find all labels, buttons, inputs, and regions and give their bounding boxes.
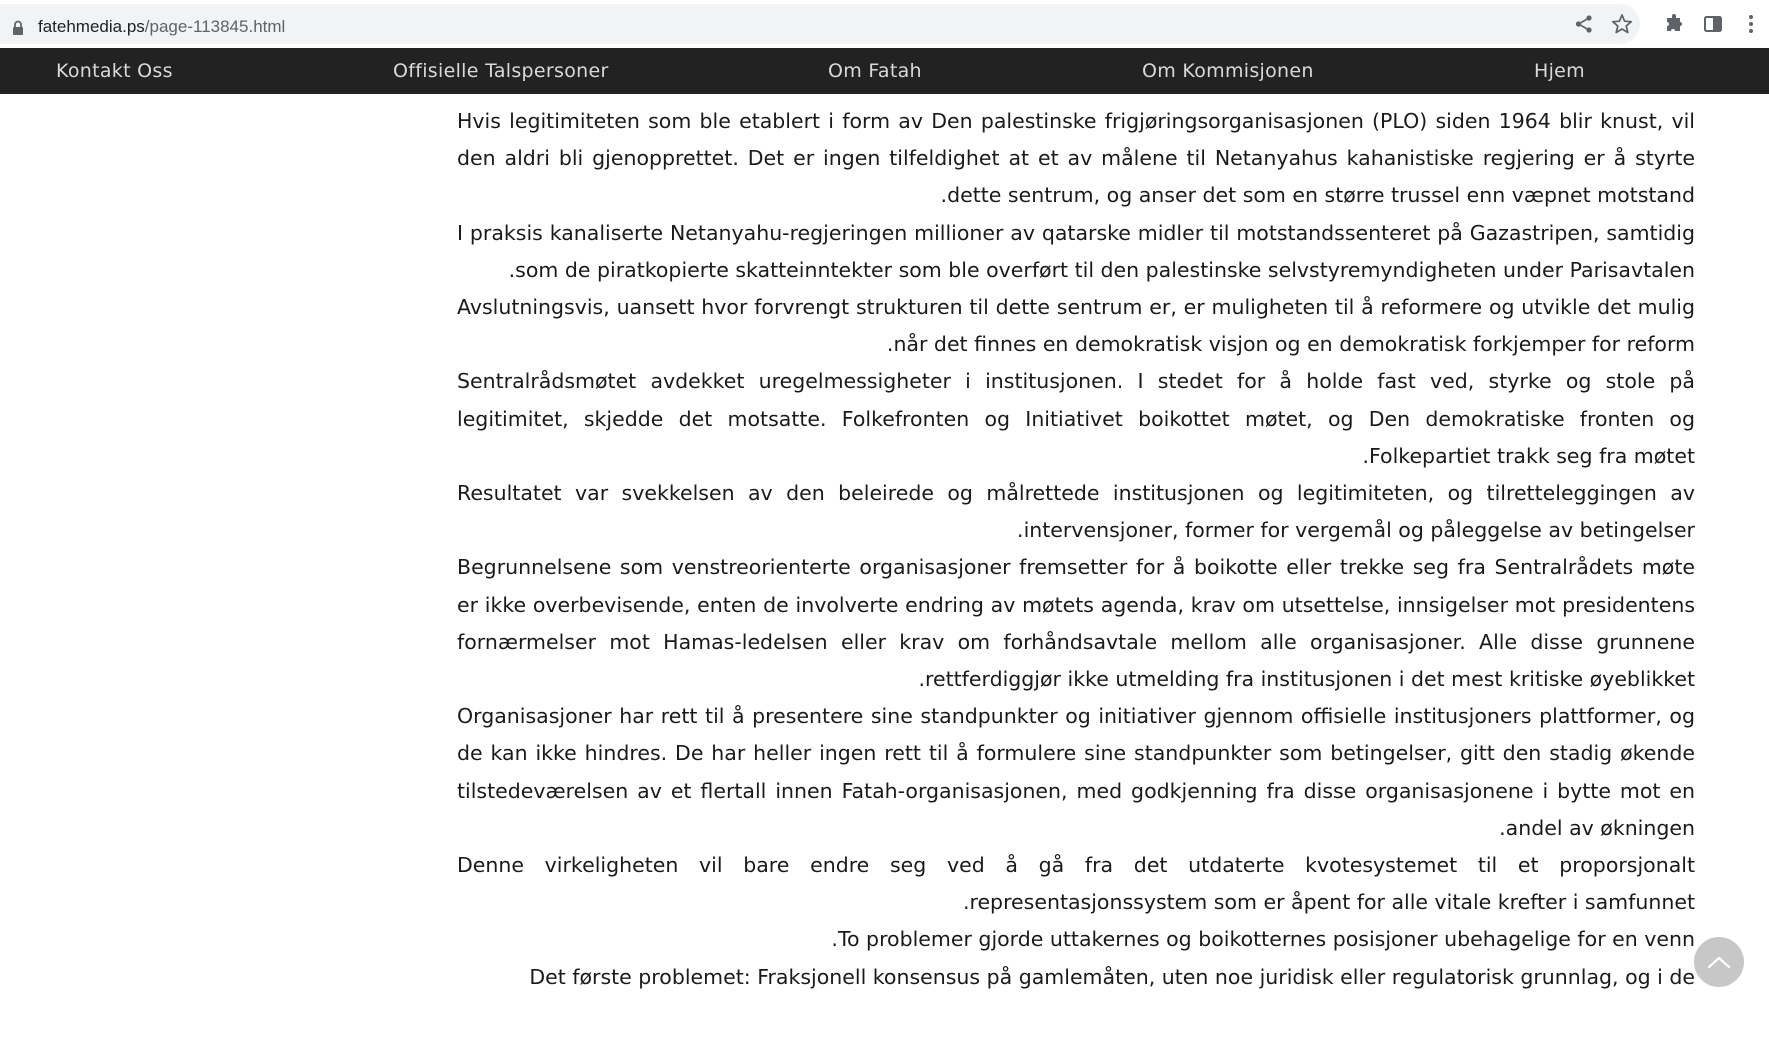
nav-item-om-kommisjonen[interactable]: Om Kommisjonen xyxy=(1142,60,1314,82)
share-icon[interactable] xyxy=(1572,12,1596,36)
chevron-up-icon xyxy=(1707,955,1731,969)
url-path: /page-113845.html xyxy=(144,17,286,36)
article-paragraph: Det første problemet: Fraksjonell konsensus på gamlemåten, uten noe juridisk eller regulatorisk grunnlag, og i de xyxy=(529,964,1695,989)
browser-toolbar xyxy=(0,0,1769,48)
article-body xyxy=(457,103,1695,996)
nav-item-kontakt-oss[interactable]: Kontakt Oss xyxy=(56,60,173,82)
nav-item-hjem[interactable]: Hjem xyxy=(1534,60,1585,82)
menu-kebab-icon[interactable] xyxy=(1739,12,1763,36)
address-bar[interactable] xyxy=(0,4,1640,44)
article-paragraph: Avslutningsvis, uansett hvor forvrengt strukturen til dette sentrum er, er muligheten til å reformere og utvikle det mulig når det finnes en demokratisk visjon og en demokratisk forkjemper for reform. xyxy=(457,295,1695,357)
bookmark-star-icon[interactable] xyxy=(1610,12,1634,36)
article-paragraph: Sentralrådsmøtet avdekket uregelmessigheter i institusjonen. I stedet for å holde fast ved, styrke og stole på legitimitet, skjedde det motsatte. Folkefronten og Initiativet boikottet møtet, og Den demokratiske fronten og Folkepartiet trakk seg fra møtet. xyxy=(457,369,1695,468)
article-paragraph: I praksis kanaliserte Netanyahu-regjeringen millioner av qatarske midler til motstandssenteret på Gazastripen, samtidig som de piratkopierte skatteinntekter som ble overført til den palestinske selvstyremyndigheten under Parisavtalen. xyxy=(457,220,1695,282)
article-paragraph: To problemer gjorde uttakernes og boikotternes posisjoner ubehagelige for en venn. xyxy=(831,927,1695,952)
side-panel-icon[interactable] xyxy=(1701,12,1725,36)
lock-icon[interactable] xyxy=(12,20,24,36)
extensions-icon[interactable] xyxy=(1662,12,1686,36)
url-domain: fatehmedia.ps xyxy=(38,17,145,36)
article-paragraph: Organisasjoner har rett til å presentere sine standpunkter og initiativer gjennom offisielle institusjoners plattformer, og de kan ikke hindres. De har heller ingen rett til å formulere sine standpunkter som betingelser, gitt den stadig økende tilstedeværelsen av et flertall innen Fatah-organisasjonen, med godkjenning fra disse organisasjonene i bytte mot en andel av økningen. xyxy=(457,704,1695,840)
nav-item-offisielle-talspersoner[interactable]: Offisielle Talspersoner xyxy=(393,60,609,82)
article-paragraph: Hvis legitimiteten som ble etablert i form av Den palestinske frigjøringsorganisasjonen (PLO) siden 1964 blir knust, vil den aldri bli gjenopprettet. Det er ingen tilfeldighet at et av målene til Netanyahus kahanistiske regjering er å styrte dette sentrum, og anser det som en større trussel enn væpnet motstand. xyxy=(457,109,1695,208)
main-navbar xyxy=(0,48,1769,94)
nav-item-om-fatah[interactable]: Om Fatah xyxy=(828,60,922,82)
url-text[interactable] xyxy=(38,17,285,37)
scroll-to-top-button[interactable] xyxy=(1694,937,1744,987)
article-paragraph: Resultatet var svekkelsen av den beleirede og målrettede institusjonen og legitimiteten, og tilretteleggingen av intervensjoner, former for vergemål og påleggelse av betingelser. xyxy=(457,481,1695,543)
article-paragraph: Begrunnelsene som venstreorienterte organisasjoner fremsetter for å boikotte eller trekke seg fra Sentralrådets møte er ikke overbevisende, enten de involverte endring av møtets agenda, krav om utsettelse, innsigelser mot presidentens fornærmelser mot Hamas-ledelsen eller krav om forhåndsavtale mellom alle organisasjoner. Alle disse grunnene rettferdiggjør ikke utmelding fra institusjonen i det mest kritiske øyeblikket. xyxy=(457,555,1695,692)
article-paragraph: Denne virkeligheten vil bare endre seg ved å gå fra det utdaterte kvotesystemet til et proporsjonalt representasjonssystem som er åpent for alle vitale krefter i samfunnet. xyxy=(457,853,1695,915)
